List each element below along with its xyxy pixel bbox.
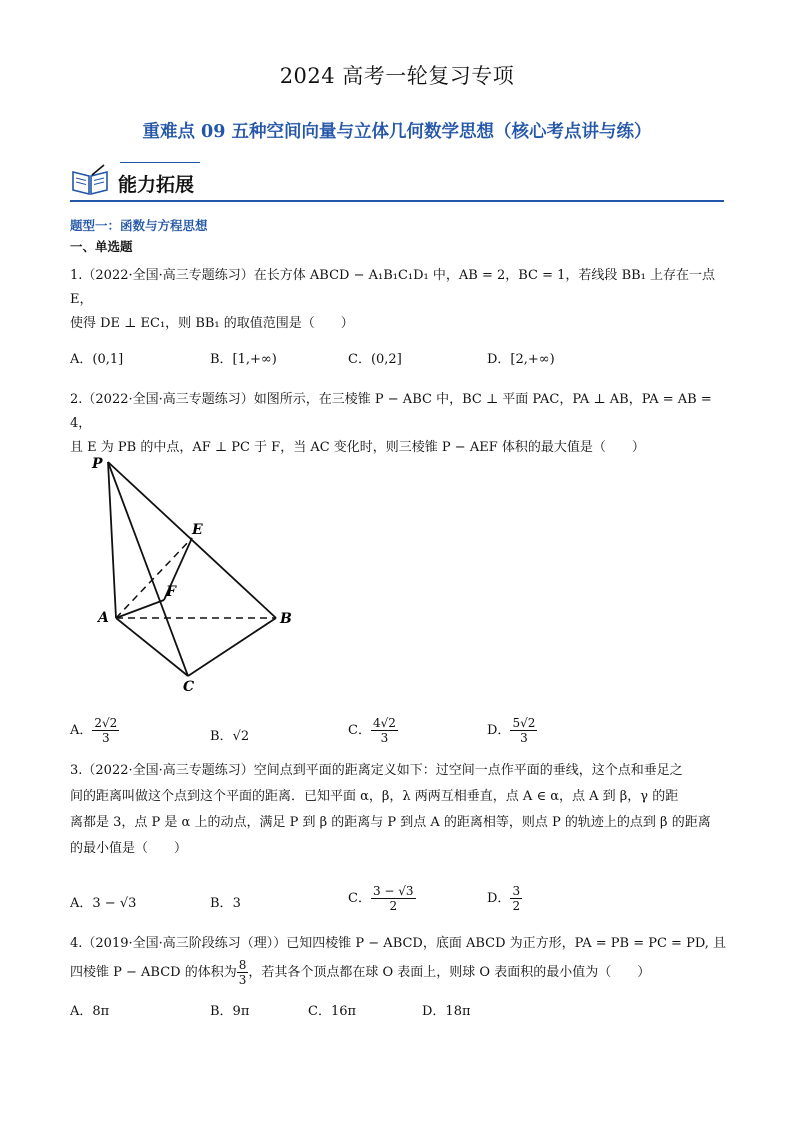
label-f: F (166, 584, 176, 600)
option-c: C． $\frac{3 - √3}{2}$ (348, 884, 414, 913)
option-c: C．16π (308, 1004, 357, 1019)
option-b: B．√2 (210, 729, 250, 744)
subsection-heading: 一、单选题 (70, 239, 133, 254)
option-d: D．[2,+∞) (487, 352, 555, 367)
option-b: B．3 (210, 896, 241, 911)
question-1-line-1: 1.（2022·全国·高三专题练习）在长方体 ABCD − A₁B₁C₁D₁ 中，AB = 2，BC = 1，若线段 BB₁ 上存在一点 E， (70, 268, 716, 307)
segment-ae-hidden (116, 538, 192, 618)
option-a: A．8π (70, 1004, 110, 1019)
document-subtitle: 重难点 09 五种空间向量与立体几何数学思想（核心考点讲与练） (142, 122, 652, 142)
option-c: C．(0,2] (348, 352, 402, 367)
label-a: A (98, 610, 109, 626)
question-3-line-3: 离都是 3，点 P 是 α 上的动点，满足 P 到 β 的距离与 P 到点 A 的距离相等，则点 P 的轨迹上的点到 β 的距离 (70, 815, 711, 830)
label-b: B (280, 611, 292, 627)
option-d: D． $\frac{5√2}{3}$ (487, 716, 536, 745)
edge-cb (188, 618, 276, 676)
question-3 (70, 758, 730, 862)
question-3-options (70, 884, 730, 920)
option-d: D．18π (422, 1004, 471, 1019)
option-d: D． $\frac{3}{2}$ (487, 884, 521, 913)
question-3-line-2: 间的距离叫做这个点到这个平面的距离．已知平面 α，β，λ 两两互相垂直，点 A ∈ α，点 A 到 β，γ 的距 (70, 789, 679, 804)
heading-accent-line (120, 162, 200, 163)
option-b: B．[1,+∞) (210, 352, 277, 367)
option-c: C． $\frac{4√2}{3}$ (348, 716, 396, 745)
section-label: 能力拓展 (118, 174, 195, 196)
question-4-line-1: 4.（2019·全国·高三阶段练习（理））已知四棱锥 P − ABCD，底面 ABCD 为正方形，PA = PB = PC = PD, 且 (70, 936, 727, 951)
option-b: B．9π (210, 1004, 250, 1019)
question-1-options (70, 348, 730, 378)
question-3-line-4: 的最小值是（ ） (70, 841, 188, 856)
label-p: P (92, 456, 103, 472)
type-heading: 题型一：函数与方程思想 (70, 218, 208, 233)
book-icon (70, 164, 110, 200)
option-a: A． $\frac{2√2}{3}$ (70, 716, 118, 745)
question-2-line-1: 2.（2022·全国·高三专题练习）如图所示，在三棱锥 P − ABC 中，BC ⊥ 平面 PAC，PA ⊥ AB，PA = AB = 4， (70, 392, 712, 431)
question-1 (70, 264, 730, 336)
question-1-line-2: 使得 DE ⊥ EC₁，则 BB₁ 的取值范围是（ ） (70, 316, 354, 331)
option-a: A．(0,1] (70, 352, 124, 367)
label-e: E (192, 522, 203, 538)
document-title: 2024 高考一轮复习专项 (279, 64, 515, 88)
segment-af (116, 600, 164, 618)
edge-pa (108, 462, 116, 618)
tetrahedron-figure (80, 450, 310, 695)
question-2-options (70, 716, 730, 756)
question-4-options (70, 1000, 730, 1030)
label-c: C (183, 679, 195, 695)
question-4 (70, 930, 730, 987)
question-2-line-2: 且 E 为 PB 的中点，AF ⊥ PC 于 F，当 AC 变化时，则三棱锥 P − AEF 体积的最大值是（ ） (70, 440, 645, 455)
question-3-line-1: 3.（2022·全国·高三专题练习）空间点到平面的距离定义如下：过空间一点作平面的垂线，这个点和垂足之 (70, 763, 683, 778)
question-4-line-2: 四棱锥 P − ABCD 的体积为 $\frac{8}{3}$ ，若其各个顶点都在球 O 表面上，则球 O 表面积的最小值为（ ） (70, 958, 651, 987)
option-a: A．3 − √3 (70, 896, 137, 911)
section-underline (70, 200, 724, 202)
section-heading (70, 158, 724, 202)
